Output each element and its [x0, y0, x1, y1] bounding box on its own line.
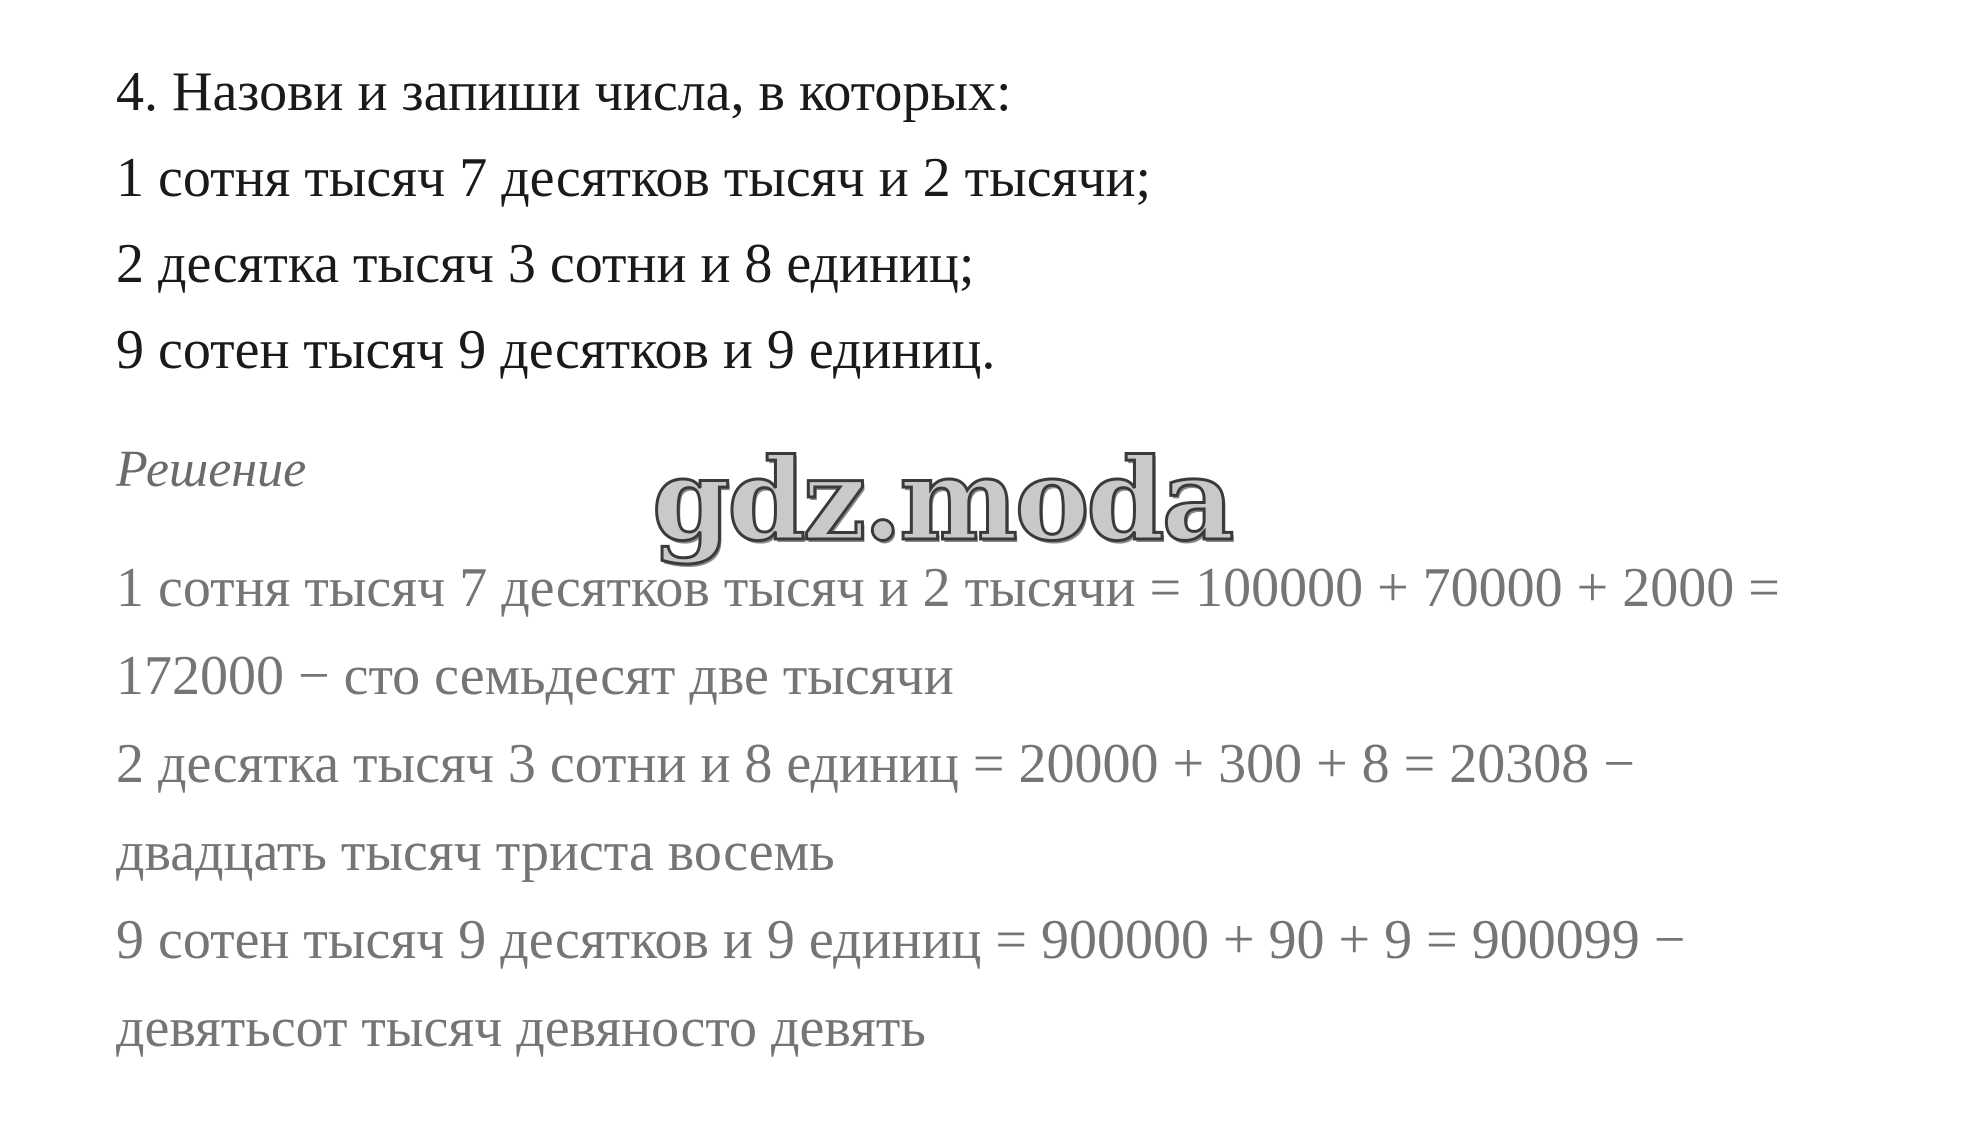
solution-line-1: 1 сотня тысяч 7 десятков тысяч и 2 тысячи = 100000 + 70000 + 2000 =: [116, 557, 1780, 619]
task-line-title: 4. Назови и запиши числа, в которых:: [116, 61, 1012, 123]
solution-line-6: девятьсот тысяч девяносто девять: [116, 997, 926, 1059]
solution-heading: Решение: [116, 441, 307, 498]
solution-line-4: двадцать тысяч триста восемь: [116, 821, 835, 883]
watermark-logo: gdz.moda: [652, 435, 1232, 566]
task-line-2: 2 десятка тысяч 3 сотни и 8 единиц;: [116, 233, 975, 295]
solution-line-5: 9 сотен тысяч 9 десятков и 9 единиц = 900000 + 90 + 9 = 900099 −: [116, 909, 1686, 971]
solution-line-3: 2 десятка тысяч 3 сотни и 8 единиц = 20000 + 300 + 8 = 20308 −: [116, 733, 1635, 795]
task-line-3: 9 сотен тысяч 9 десятков и 9 единиц.: [116, 319, 996, 381]
solution-line-2: 172000 − сто семьдесят две тысячи: [116, 645, 954, 707]
task-line-1: 1 сотня тысяч 7 десятков тысяч и 2 тысячи;: [116, 147, 1152, 209]
